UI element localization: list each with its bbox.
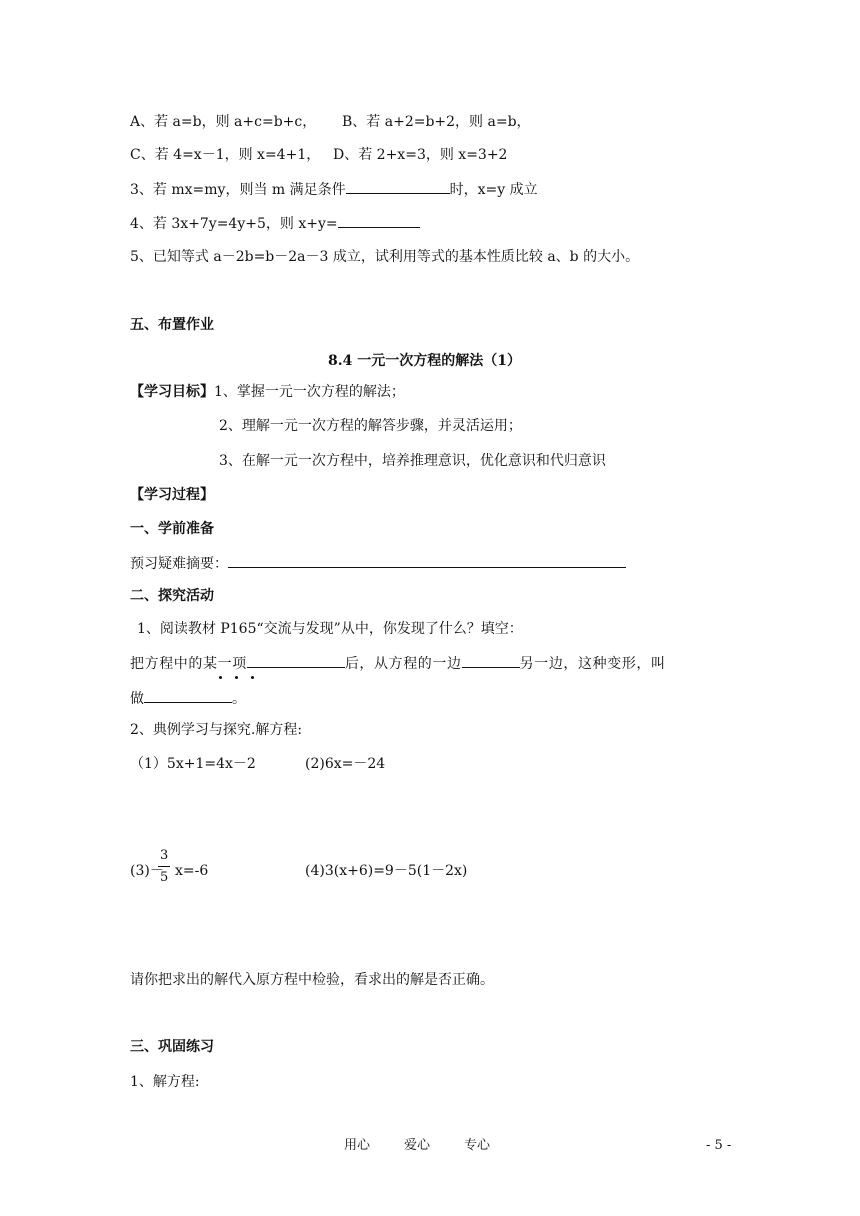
answer-blank[interactable] (346, 178, 450, 194)
emphasis-text: 某一项 (203, 656, 247, 672)
equation-4: (4)3(x+6)=9－5(1－2x) (305, 863, 468, 879)
question-3-text: 3、若 mx=my，则当 m 满足条件 (130, 182, 346, 198)
fill-text: 后，从方程的一边 (344, 656, 462, 672)
answer-blank[interactable] (338, 212, 420, 228)
question-4-text: 4、若 3x+7y=4y+5，则 x+y= (130, 216, 338, 232)
preview-line (130, 552, 626, 574)
footer-motto: 用心 (344, 1138, 371, 1153)
fraction-denominator: 5 (160, 870, 169, 885)
lesson-title: 8.4 一元一次方程的解法（1） (328, 353, 521, 369)
fraction-bar (158, 866, 170, 867)
footer-motto: 爱心 (404, 1138, 431, 1153)
fill-in-sentence (130, 652, 666, 674)
answer-blank[interactable] (144, 687, 232, 703)
goal-item: 2、理解一元一次方程的解答步骤，并灵活运用； (219, 418, 522, 434)
answer-blank[interactable] (462, 652, 520, 668)
preview-label: 预习疑难摘要： (130, 556, 228, 572)
fraction-numerator: 3 (160, 848, 169, 863)
equation-3-prefix: (3)－ (130, 863, 164, 879)
fill-text: 。 (232, 691, 246, 707)
fill-text: 另一边，这种变形，叫 (519, 656, 666, 672)
preview-blank[interactable] (228, 552, 626, 568)
equation-1: （1）5x+1=4x－2 (130, 756, 256, 772)
check-instruction: 请你把求出的解代入原方程中检验，看求出的解是否正确。 (130, 972, 494, 988)
question-3-tail: 时，x=y 成立 (449, 182, 538, 198)
practice-item: 1、解方程: (130, 1074, 200, 1090)
fill-text: 做 (130, 691, 144, 707)
option-c: C、若 4=x－1，则 x=4+1， (130, 147, 321, 163)
section-heading: 三、巩固练习 (130, 1039, 214, 1055)
option-a: A、若 a=b，则 a+c=b+c， (130, 114, 317, 130)
emphasis-dot (251, 676, 254, 679)
process-label: 【学习过程】 (130, 487, 214, 503)
equation-3-suffix: x=-6 (175, 863, 209, 879)
emphasis-dot (219, 676, 222, 679)
option-d: D、若 2+x=3，则 x=3+2 (333, 147, 508, 163)
read-prompt: 1、阅读教材 P165“交流与发现”从中，你发现了什么？填空： (137, 621, 523, 637)
section-heading: 二、探究活动 (130, 588, 214, 604)
section-heading: 五、布置作业 (130, 317, 214, 333)
emphasis-dot (235, 676, 238, 679)
equation-2: (2)6x=－24 (305, 756, 386, 772)
question-5: 5、已知等式 a－2b=b－2a－3 成立，试利用等式的基本性质比较 a、b 的大小。 (130, 249, 640, 265)
option-b: B、若 a+2=b+2，则 a=b， (342, 114, 531, 130)
section-heading: 一、学前准备 (130, 521, 214, 537)
learning-goals (130, 382, 405, 402)
fill-in-sentence-end (130, 687, 246, 709)
goal-item: 3、在解一元一次方程中，培养推理意识，优化意识和代归意识 (219, 453, 606, 469)
question-3 (130, 178, 538, 200)
page-number: - 5 - (706, 1138, 732, 1153)
footer-motto: 专心 (464, 1138, 491, 1153)
example-title: 2、典例学习与探究.解方程: (130, 722, 303, 738)
goal-item: 1、掌握一元一次方程的解法； (214, 384, 405, 400)
answer-blank[interactable] (247, 652, 345, 668)
question-4 (130, 212, 420, 234)
fill-text: 把方程中的 (130, 656, 203, 672)
goals-label: 【学习目标】 (130, 384, 214, 400)
